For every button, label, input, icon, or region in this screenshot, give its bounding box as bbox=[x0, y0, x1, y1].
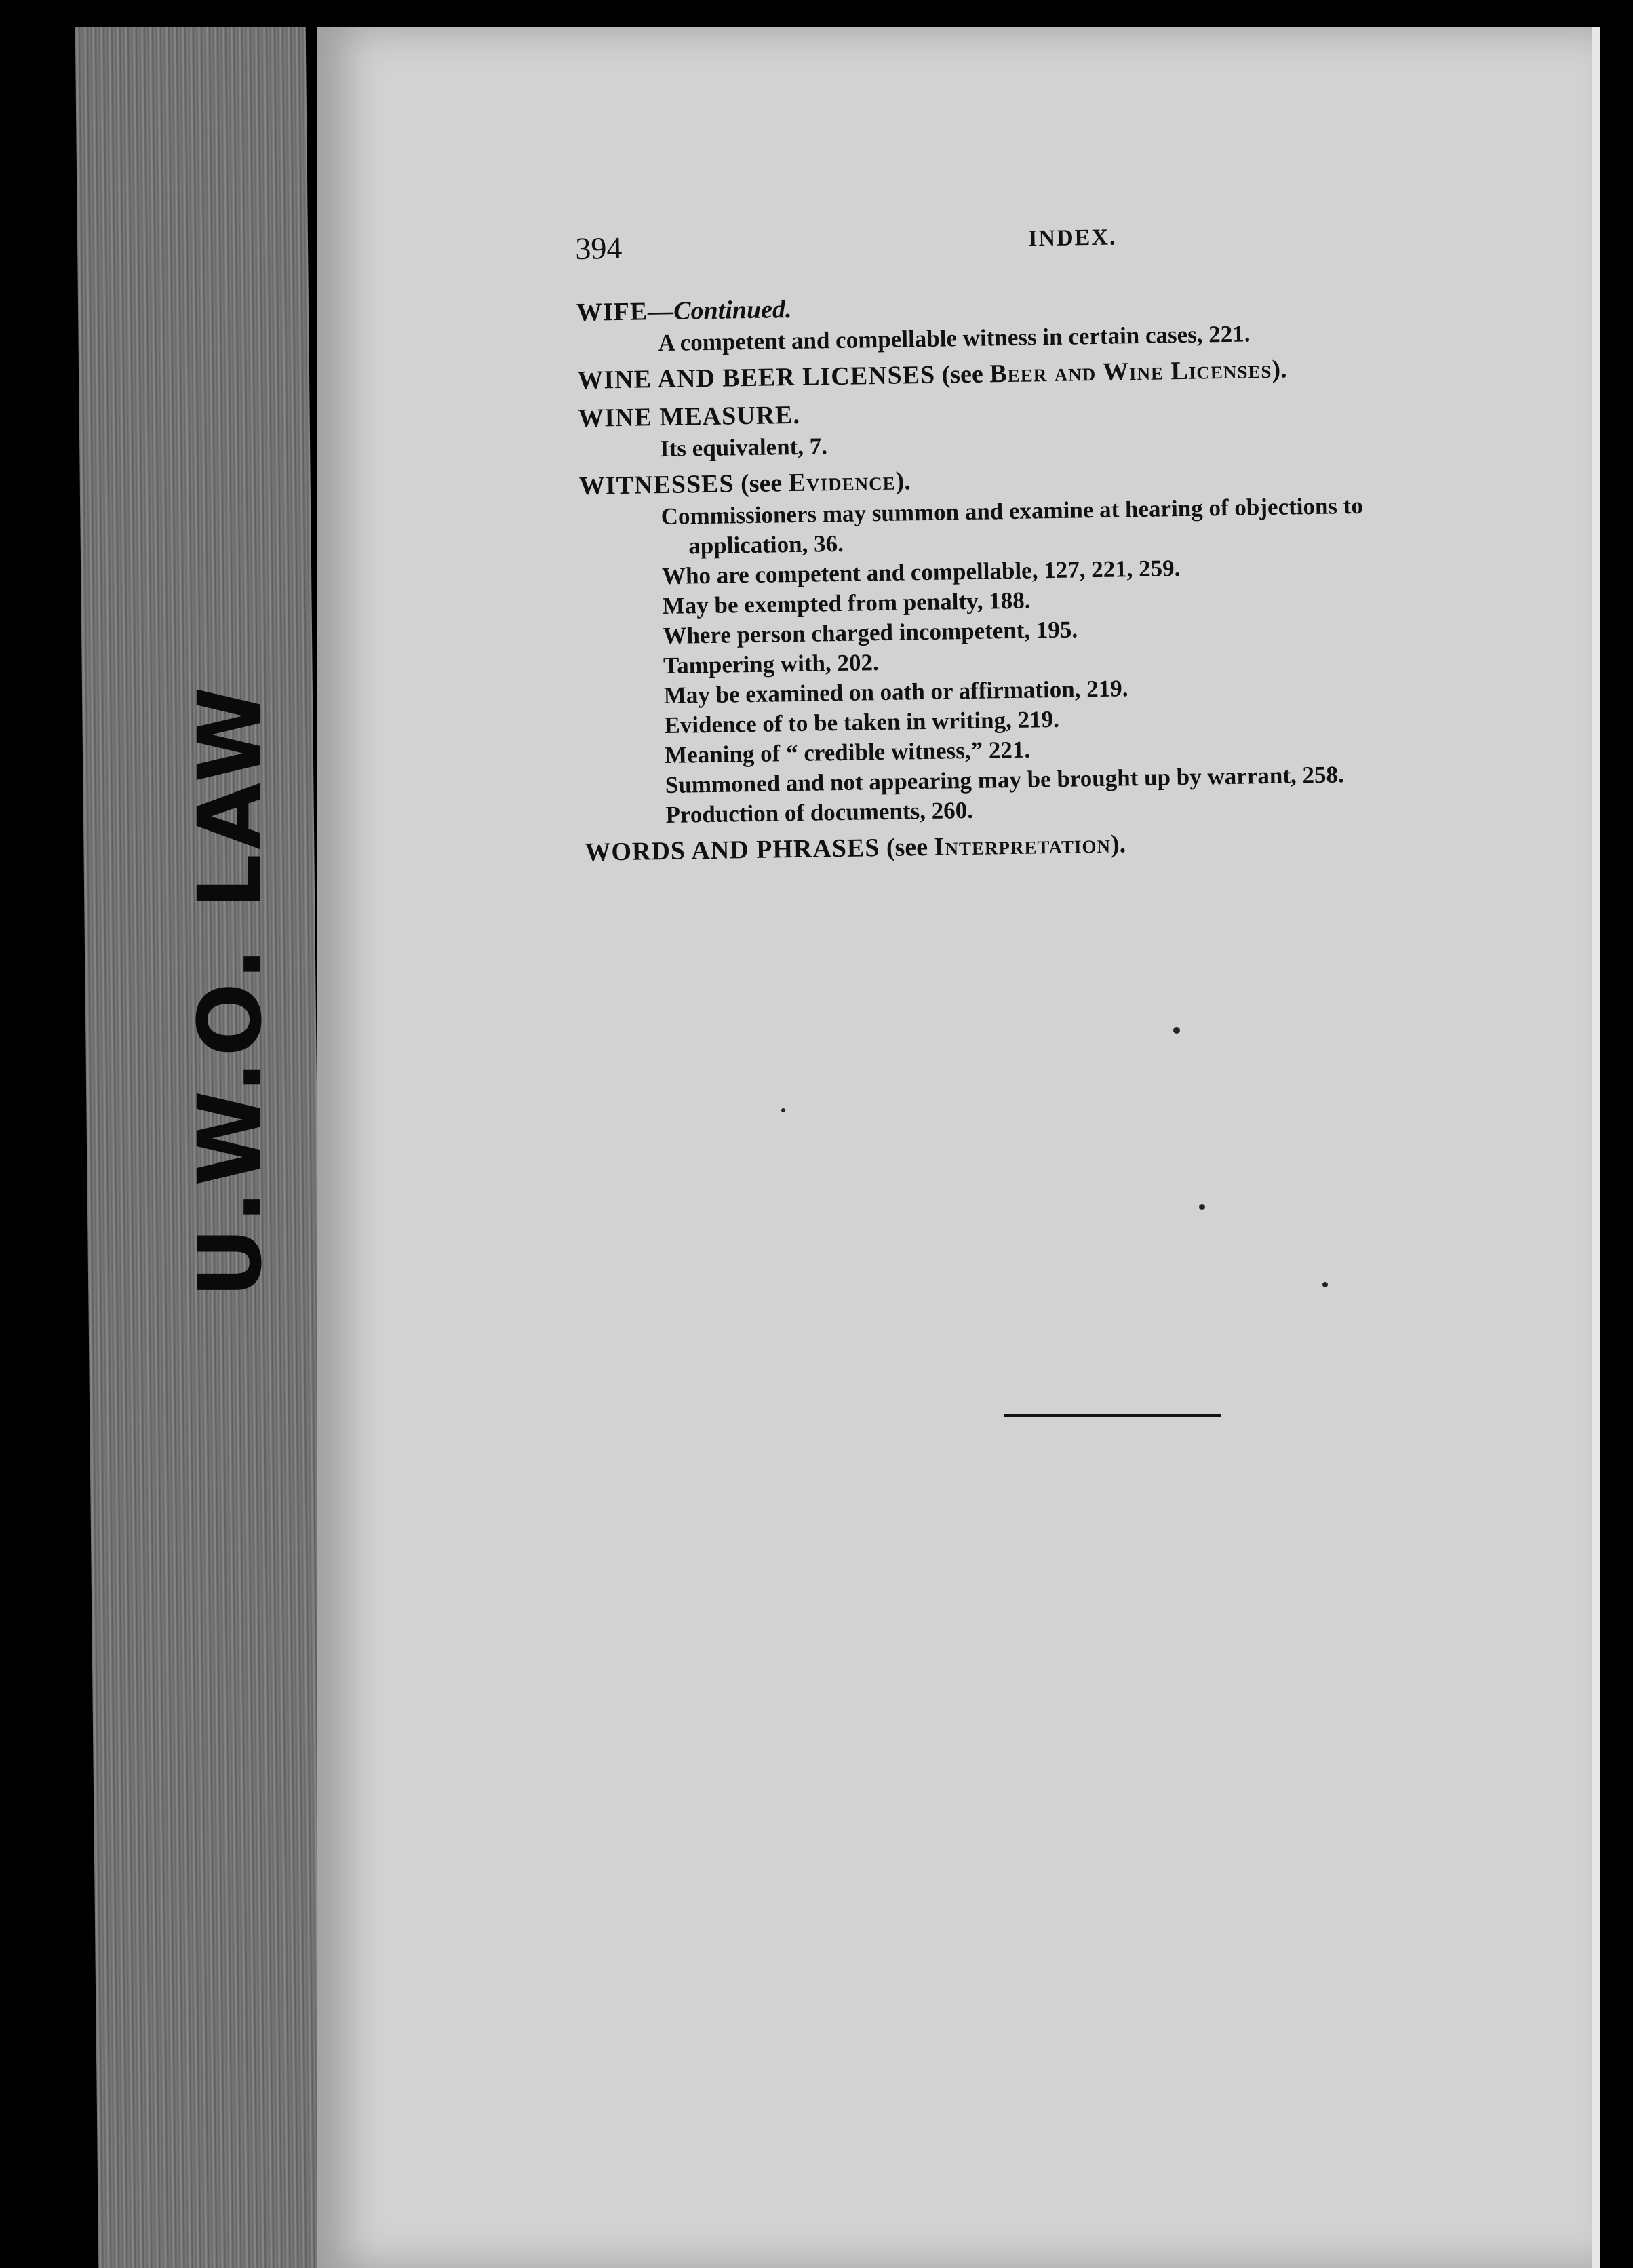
entry-heading: WITNESSES (see Evidence). bbox=[578, 467, 911, 501]
sub-entry: Meaning of “ credible witness,” 221. bbox=[664, 736, 1031, 769]
entry-heading: WINE MEASURE. bbox=[578, 400, 801, 433]
page-edge bbox=[1592, 27, 1600, 2268]
page-number: 394 bbox=[575, 230, 623, 266]
cross-reference: Beer and Wine Licenses bbox=[989, 355, 1272, 389]
sub-entry: Evidence of to be taken in writing, 219. bbox=[664, 705, 1060, 739]
entry-heading: WORDS AND PHRASES (see Interpretation). bbox=[585, 829, 1126, 867]
paper-speck bbox=[1173, 1027, 1180, 1034]
paper-speck bbox=[1322, 1282, 1328, 1287]
book-page bbox=[317, 27, 1592, 2268]
sub-entry: Tampering with, 202. bbox=[663, 649, 880, 680]
index-entry-wine-measure bbox=[578, 386, 1569, 465]
sub-entry: Commissioners may summon and examine at hearing of objections to bbox=[661, 492, 1364, 530]
sub-entry: Who are competent and compellable, 127, 221, 259. bbox=[661, 555, 1181, 590]
sub-entry: A competent and compellable witness in certain cases, 221. bbox=[658, 320, 1251, 357]
spine-label bbox=[170, 682, 292, 1298]
sub-entry: Its equivalent, 7. bbox=[659, 433, 828, 463]
spine-label-text: U.W.O. LAW bbox=[180, 682, 281, 1298]
index-entry-witnesses bbox=[579, 454, 1575, 832]
cross-reference: Interpretation bbox=[934, 829, 1111, 861]
running-head bbox=[575, 215, 1566, 292]
paper-speck bbox=[781, 1108, 785, 1112]
entry-heading: WINE AND BEER LICENSES (see Beer and Wine Licenses). bbox=[577, 355, 1287, 395]
sub-entry: Summoned and not appearing may be brought up by warrant, 258. bbox=[665, 761, 1344, 799]
paper-speck bbox=[1199, 1204, 1205, 1210]
end-rule bbox=[1004, 1414, 1221, 1418]
sub-entry-continuation: application, 36. bbox=[688, 530, 844, 560]
page-title: INDEX. bbox=[1027, 224, 1117, 252]
sub-entry: May be exempted from penalty, 188. bbox=[662, 587, 1031, 620]
index-entry-wife bbox=[576, 280, 1567, 359]
cross-reference: Evidence bbox=[788, 467, 896, 498]
sub-entry: Where person charged incompetent, 195. bbox=[663, 616, 1078, 650]
index-content bbox=[575, 215, 1575, 869]
sub-entry: May be examined on oath or affirmation, 219. bbox=[663, 675, 1128, 709]
sub-entry: Production of documents, 260. bbox=[665, 796, 974, 829]
entry-heading: WIFE—Continued. bbox=[576, 294, 792, 327]
